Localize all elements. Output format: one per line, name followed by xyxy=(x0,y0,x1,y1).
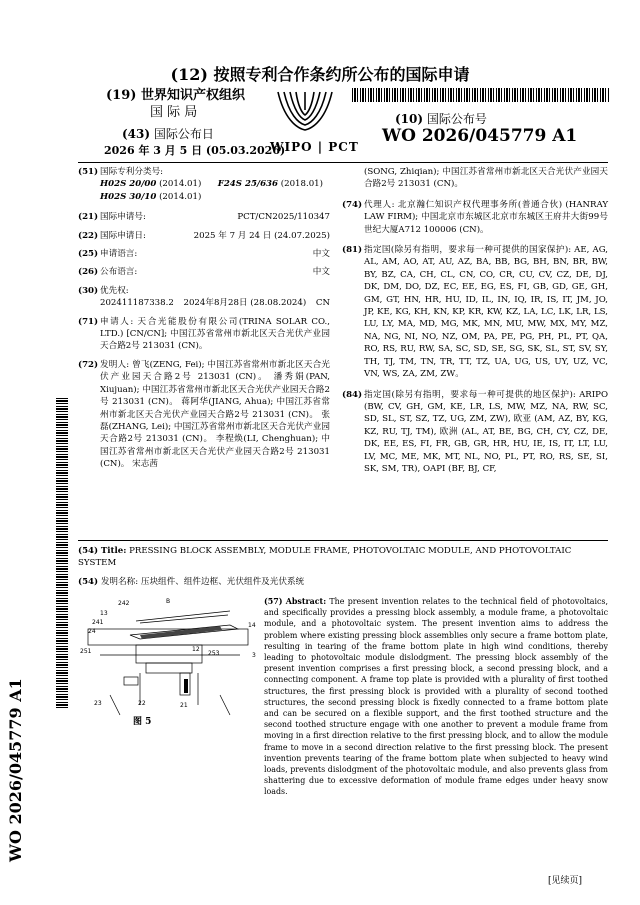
document-title: (12) 按照专利合作条约所公布的国际申请 xyxy=(170,65,470,84)
figure-label: 24 xyxy=(88,628,96,635)
filing-language-row: (25) 申请语言: 中文 xyxy=(78,249,330,260)
figure-label: 253 xyxy=(208,650,220,657)
pub-language-row: (26) 公布语言: 中文 xyxy=(78,267,330,278)
figure-label: 14 xyxy=(248,622,256,629)
ipc-line-2: H02S 30/10 (2014.01) xyxy=(100,191,202,202)
right-bibliographic-column xyxy=(342,166,608,475)
figure-label: 13 xyxy=(100,610,108,617)
figure-label: 22 xyxy=(138,700,146,707)
barcode-image xyxy=(352,88,610,102)
figure-label: 21 xyxy=(180,702,188,709)
wipo-logo-text: WIPO | PCT xyxy=(270,140,359,154)
wipo-logo-icon xyxy=(270,88,340,148)
figure-label: 251 xyxy=(80,648,92,655)
continued-note: [见续页] xyxy=(548,876,583,886)
figure-label: 23 xyxy=(94,700,102,707)
title-chinese: (54) 发明名称: 压块组件、组件边框、光伏组件及光伏系统 xyxy=(78,577,305,587)
figure-label: 242 xyxy=(118,600,130,607)
left-bibliographic-column xyxy=(78,166,330,471)
pub-number: WO 2026/045779 A1 xyxy=(382,126,578,146)
ipc-line-1: H02S 20/00 (2014.01) F24S 25/636 (2018.01) xyxy=(100,179,323,190)
org-name: (19) 世界知识产权组织 xyxy=(106,88,245,103)
figure-label: B xyxy=(166,598,171,605)
applicant-section: (71) 申请人: 天合光能股份有限公司(TRINA SOLAR CO., LTD.) [CN/CN]; 中国江苏省常州市新北区天合光伏产业园天合路2号 213031 (CN)。 xyxy=(78,316,330,352)
figure-label: 3 xyxy=(252,652,256,659)
inventors-section: (72) 发明人: 曾飞(ZENG, Fei); 中国江苏省常州市新北区天合光伏产业园天合路2号 213031 (CN)。 潘秀娟(PAN, Xiujuan); 中国江苏省常州市新北区天合光伏产业园天合路2号 213031 (CN)。 蒋阿华(JIANG, Ahua); 中国江苏省常州市新北区天合光伏产业园天合路2号 213031 (CN)。 张磊(ZHANG, Lei); 中国江苏省常州市新北区天合光伏产业园天合路2号 213031 (CN)。 李程焕(LI, Chenghuan); 中国江苏省常州市新北区天合光伏产业园天合路2号 213031 (CN)。 宋志茜 xyxy=(78,359,330,470)
vertical-barcode-image xyxy=(56,398,68,708)
title-english: (54) Title: PRESSING BLOCK ASSEMBLY, MODULE FRAME, PHOTOVOLTAIC MODULE, AND PHOTOVOLTAIC SYSTEM xyxy=(78,546,572,568)
divider xyxy=(78,540,608,541)
pub-date-label: (43) 国际公布日 xyxy=(122,127,214,141)
org-bureau: 国 际 局 xyxy=(150,105,198,120)
side-pub-number: WO 2026/045779 A1 xyxy=(6,678,25,862)
designated-national-section: (81) 指定国(除另有指明，要求每一种可提供的国家保护): AE, AG, AL, AM, AO, AT, AU, AZ, BA, BB, BG, BH, BN, BR, BW, BY, BZ, CA, CH, CL, CN, CO, CR, CU, CV, CZ, DE, DJ, DK, DM, DO, DZ, EC, EE, EG, ES, FI, GB, GD, GE, GH, GM, GT, HN, HR, HU, ID, IL, IN, IQ, IR, IS, IT, JM, JO, JP, KE, KG, KH, KN, KP, KR, KW, KZ, LA, LC, LK, LR, LS, LU, LY, MA, MD, MG, MK, MN, MU, MW, MX, MY, MZ, NA, NG, NI, NO, NZ, OM, PA, PE, PG, PH, PL, PT, QA, RO, RS, RU, RW, SA, SC, SD, SE, SG, SK, SL, ST, SV, SY, TH, TJ, TM, TN, TR, TT, TZ, UA, UG, US, UY, UZ, VC, VN, WS, ZA, ZM, ZW。 xyxy=(342,245,608,380)
inventor-continued: (SONG, Zhiqian); 中国江苏省常州市新北区天合光伏产业园天合路2号 213031 (CN)。 xyxy=(364,167,608,190)
pub-number-label: (10) 国际公布号 xyxy=(395,112,487,126)
priority-section: (30) 优先权: 202411187338.2 2024年8月28日 (28.08.2024) CN xyxy=(78,285,330,309)
agent-section: (74) 代理人: 北京瀚仁知识产权代理事务所(普通合伙) (HANRAY LAW FIRM); 中国北京市东城区北京市东城区王府井大街99号世纪大厦A712 100006 (CN)。 xyxy=(342,199,608,235)
designated-regional-section: (84) 指定国(除另有指明，要求每一种可提供的地区保护): ARIPO (BW, CV, GH, GM, KE, LR, LS, MW, MZ, NA, RW, SC, SD, SL, ST, SZ, TZ, UG, ZM, ZW), 欧亚 (AM, AZ, BY, KG, KZ, RU, TJ, TM), 欧洲 (AL, AT, BE, BG, CH, CY, CZ, DE, DK, EE, ES, FI, FR, GB, GR, HR, HU, IE, IS, IT, LT, LU, LV, MC, ME, MK, MT, NL, NO, PL, PT, RO, RS, SE, SI, SK, SM, TR), OAPI (BF, BJ, CF, xyxy=(342,389,608,474)
app-date-row: (22) 国际申请日: 2025 年 7 月 24 日 (24.07.2025) xyxy=(78,230,330,241)
figure-drawing xyxy=(80,595,260,735)
app-number-row: (21) 国际申请号: PCT/CN2025/110347 xyxy=(78,212,330,223)
abstract: (57) Abstract: The present invention relates to the technical field of photovoltaics, and specifically provides a pressing block assembly, a module frame, a photovoltaic module, and a photovoltaic system. The present invention aims to address the problem where existing pressing block assemblies only secure a frame bottom plate, resulting in tearing of the frame bottom plate in high wind conditions, thereby leading to photovoltaic module dislodgment. The pressing block assembly of the present invention comprises a first pressing block, a second pressing block, and a connecting component. A frame top plate is provided with a plurality of first toothed structures, the first pressing block is provided with a plurality of second toothed structures, the second pressing block is fixedly connected to a frame bottom plate and can be secured on a flexible support, and the first toothed structure and the second toothed structure engage with one another to prevent a module frame from moving in a first direction relative to the first pressing block, and to allow the module frame to move in a second direction relative to the first pressing block. The present invention prevents tearing of the frame bottom plate when subjected to heavy wind loads, prevents dislodgment of the photovoltaic module, and also prevents glass from shattering due to excessive deformation of module frame edges under heavy snow loads. xyxy=(264,597,608,797)
ipc-section: (51) 国际专利分类号: H02S 20/00 (2014.01) F24S 25/636 (2018.01) H02S 30/10 (2014.01) xyxy=(78,166,330,203)
figure-caption: 图 5 xyxy=(133,717,152,727)
figure-label: 241 xyxy=(92,619,104,626)
figure-label: 12 xyxy=(192,646,200,653)
pub-date-value: 2026 年 3 月 5 日 (05.03.2026) xyxy=(104,144,286,157)
divider xyxy=(78,162,608,163)
